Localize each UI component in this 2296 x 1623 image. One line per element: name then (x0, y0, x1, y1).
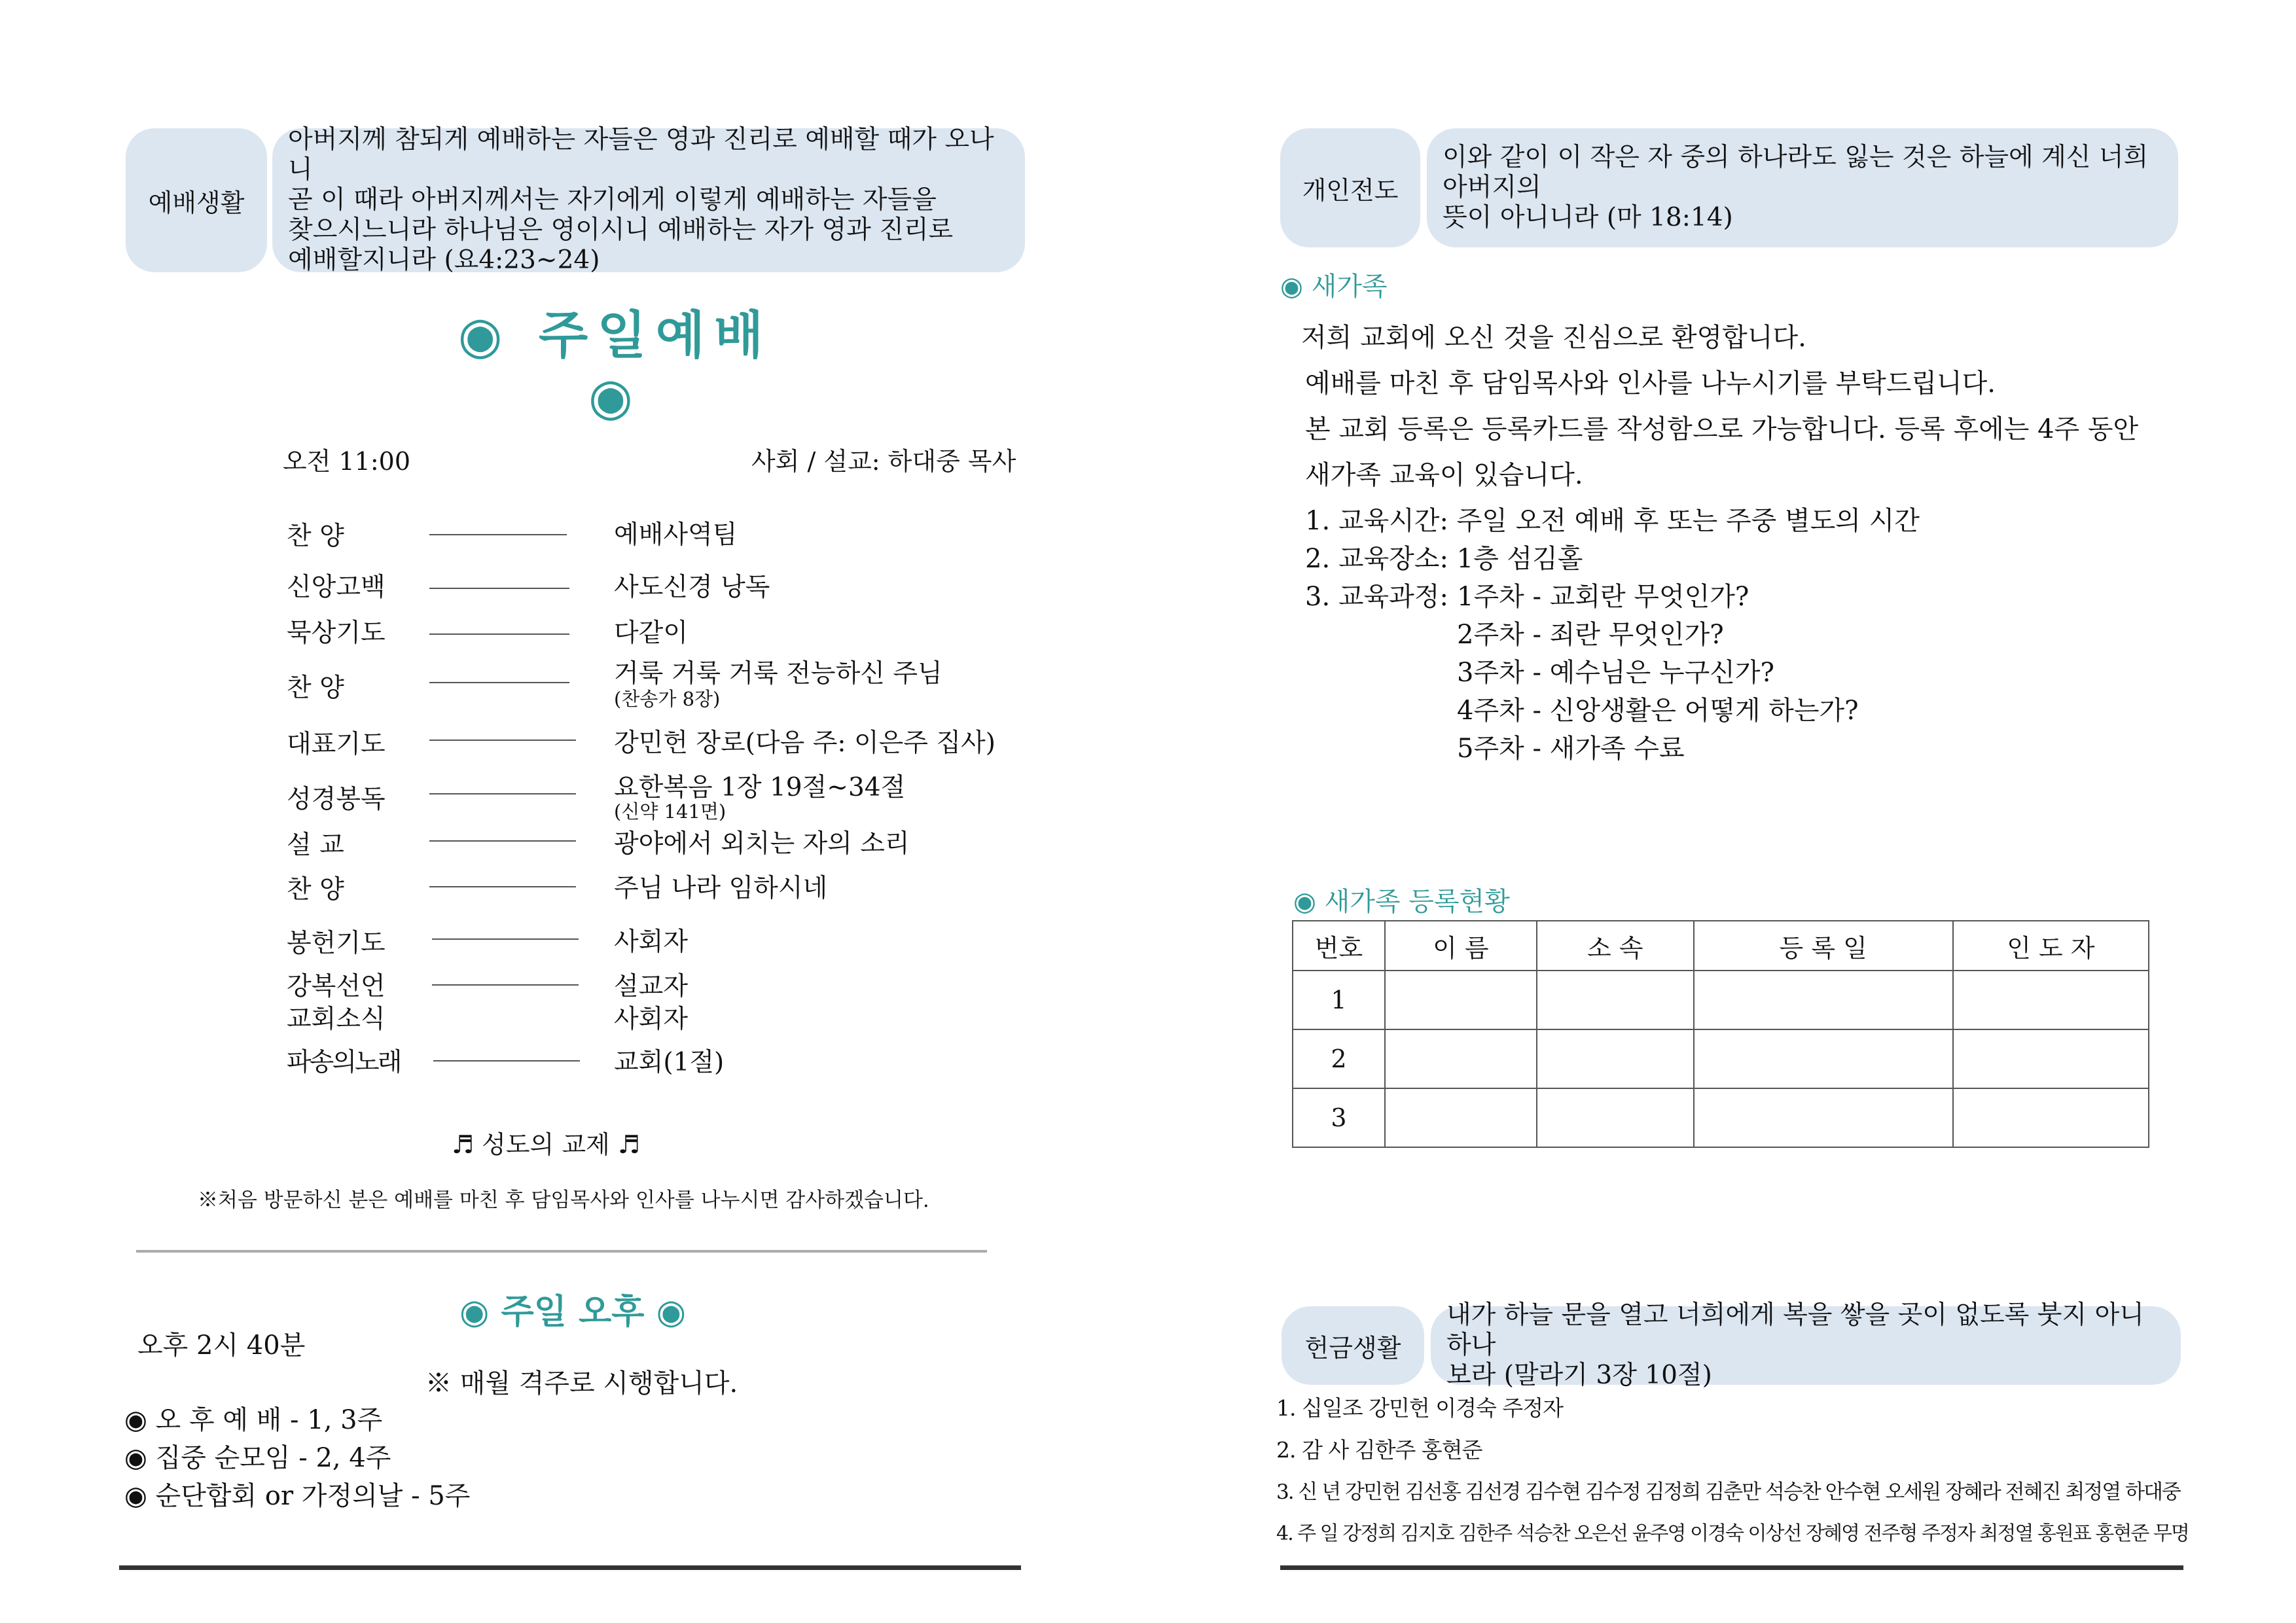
order-label: 봉헌기도 (287, 929, 386, 958)
fellowship-label: ♬ 성도의 교제 ♬ (452, 1130, 640, 1159)
divider-line (136, 1250, 987, 1253)
offering-item: 3. 신 년 강민헌 김선홍 김선경 김수현 김수정 김정희 김춘만 석승찬 안수현 오세원 장혜라 전혜진 최정열 하대중 (1276, 1480, 2180, 1504)
offering-item: 1. 십일조 강민헌 이경숙 주정자 (1276, 1395, 1563, 1421)
order-label: 설 교 (287, 830, 344, 860)
table-header: 번호 (1293, 921, 1385, 971)
offering-label: 헌금생활 (1282, 1306, 1424, 1385)
table-row (1293, 971, 2149, 1029)
order-label: 찬 양 (287, 875, 344, 904)
table-cell (1694, 1088, 1953, 1147)
table-cell (1385, 1088, 1537, 1147)
edu-place: 2. 교육장소: 1층 섬김홀 (1305, 544, 1583, 574)
order-label: 묵상기도 (287, 618, 386, 648)
table-cell (1953, 1088, 2149, 1147)
afternoon-time: 오후 2시 40분 (137, 1330, 306, 1361)
order-label: 파송의노래 (287, 1048, 401, 1077)
edu-course: 4주차 - 신앙생활은 어떻게 하는가? (1457, 696, 1859, 726)
edu-course: 2주차 - 죄란 무엇인가? (1457, 620, 1724, 650)
evangelism-verse-line: 뜻이 아니니라 (마 18:14) (1443, 203, 1733, 232)
registration-table (1292, 920, 2149, 1148)
order-value: 광야에서 외치는 자의 소리 (614, 829, 910, 859)
order-value: 교회(1절) (614, 1048, 725, 1077)
worship-leader: 사회 / 설교: 하대중 목사 (751, 447, 1016, 476)
order-label: 신앙고백 (287, 573, 386, 602)
table-cell: 2 (1293, 1029, 1385, 1088)
order-value: 설교자 (614, 972, 689, 1001)
table-header: 이 름 (1385, 921, 1537, 971)
worship-verse-line: 아버지께 참되게 예배하는 자들은 영과 진리로 예배할 때가 오나니 (288, 125, 994, 185)
order-line (429, 534, 567, 535)
order-line (432, 984, 579, 986)
offering-verse-box (1431, 1300, 2181, 1390)
offering-verse-line: 내가 하늘 문을 열고 너희에게 복을 쌓을 곳이 없도록 붓지 아니하나 (1446, 1300, 2144, 1360)
offering-item: 2. 감 사 김한주 홍현준 (1276, 1437, 1482, 1463)
edu-course-label: 3. 교육과정: (1305, 582, 1448, 612)
order-value: 사회자 (614, 1005, 689, 1034)
evangelism-verse-line: 이와 같이 이 작은 자 중의 하나라도 잃는 것은 하늘에 계신 너희 아버지의 (1443, 143, 2149, 202)
afternoon-item: ◉ 집중 순모임 - 2, 4주 (124, 1443, 391, 1473)
edu-course: 3주차 - 예수님은 누구신가? (1457, 658, 1774, 688)
order-value: 강민헌 장로(다음 주: 이은주 집사) (614, 728, 996, 758)
table-cell: 3 (1293, 1088, 1385, 1147)
table-header: 인 도 자 (1953, 921, 2149, 971)
registration-title: ◉ 새가족 등록현황 (1293, 887, 1510, 917)
order-label: 찬 양 (287, 522, 344, 551)
order-line (429, 840, 576, 842)
worship-time: 오전 11:00 (283, 447, 411, 476)
afternoon-item: ◉ 오 후 예 배 - 1, 3주 (124, 1405, 383, 1435)
worship-verse-line: 예배할지니라 (요4:23~24) (288, 245, 600, 275)
table-cell (1385, 1029, 1537, 1088)
order-value: 주님 나라 임하시네 (614, 874, 828, 903)
table-header: 소 속 (1537, 921, 1694, 971)
order-line (429, 588, 569, 589)
order-sub: (찬송가 8장) (614, 688, 721, 710)
order-line (429, 740, 576, 741)
table-cell (1537, 971, 1694, 1029)
table-cell (1953, 1029, 2149, 1088)
order-label: 교회소식 (287, 1005, 386, 1034)
table-cell (1694, 1029, 1953, 1088)
worship-verse-box (272, 125, 1025, 275)
newfamily-line: 예배를 마친 후 담임목사와 인사를 나누시기를 부탁드립니다. (1305, 368, 1996, 399)
table-cell (1537, 1088, 1694, 1147)
table-cell: 1 (1293, 971, 1385, 1029)
newfamily-line: 저희 교회에 오신 것을 진심으로 환영합니다. (1301, 323, 1806, 353)
afternoon-item: ◉ 순단합회 or 가정의날 - 5주 (124, 1481, 471, 1511)
order-value: 요한복음 1장 19절~34절 (614, 773, 906, 802)
order-label: 대표기도 (287, 730, 386, 759)
table-row (1293, 1088, 2149, 1147)
order-label: 찬 양 (287, 673, 344, 703)
offering-verse-line: 보라 (말라기 3장 10절) (1446, 1361, 1712, 1390)
order-value: 사도신경 낭독 (614, 573, 770, 602)
edu-course: 5주차 - 새가족 수료 (1457, 734, 1685, 764)
order-value: 예배사역팀 (614, 520, 738, 550)
afternoon-title: ◉ 주일 오후 ◉ (459, 1293, 686, 1332)
order-label: 성경봉독 (287, 785, 386, 814)
order-sub: (신약 141면) (614, 800, 726, 823)
offering-item: 4. 주 일 강정희 김지호 김한주 석승찬 오은선 윤주영 이경숙 이상선 장혜영 전주형 주정자 최정열 홍원표 홍현준 무명 (1276, 1522, 2189, 1545)
newfamily-title: ◉ 새가족 (1280, 272, 1388, 302)
evangelism-verse-box (1427, 128, 2178, 247)
order-line (429, 793, 576, 794)
worship-label: 예배생활 (126, 128, 267, 272)
table-cell (1537, 1029, 1694, 1088)
edu-time: 1. 교육시간: 주일 오전 예배 후 또는 주중 별도의 시간 (1305, 506, 1920, 536)
table-header-row (1293, 921, 2149, 971)
worship-verse-line: 곧 이 때라 아버지께서는 자기에게 이렇게 예배하는 자들을 (288, 185, 937, 215)
order-label: 강복선언 (287, 972, 386, 1001)
order-value: 다같이 (614, 618, 689, 648)
order-line (429, 633, 569, 635)
newfamily-line: 본 교회 등록은 등록카드를 작성함으로 가능합니다. 등록 후에는 4주 동안 (1305, 414, 2139, 444)
worship-verse-line: 찾으시느니라 하나님은 영이시니 예배하는 자가 영과 진리로 (288, 215, 954, 245)
order-line (432, 938, 579, 940)
first-visit-note: ※처음 방문하신 분은 예배를 마친 후 담임목사와 인사를 나누시면 감사하겠습니다. (198, 1188, 929, 1212)
order-value: 거룩 거룩 거룩 전능하신 주님 (614, 659, 942, 688)
evangelism-label: 개인전도 (1280, 128, 1420, 247)
newfamily-line: 새가족 교육이 있습니다. (1305, 460, 1583, 490)
table-cell (1694, 971, 1953, 1029)
table-cell (1953, 971, 2149, 1029)
footer-line (119, 1565, 1021, 1570)
edu-course: 1주차 - 교회란 무엇인가? (1457, 582, 1749, 612)
table-row (1293, 1029, 2149, 1088)
order-line (433, 1060, 580, 1061)
afternoon-note: ※ 매월 격주로 시행합니다. (425, 1368, 738, 1399)
table-header: 등 록 일 (1694, 921, 1953, 971)
table-cell (1385, 971, 1537, 1029)
sunday-worship-title: ◉ 주일예배 ◉ (457, 306, 773, 427)
order-value: 사회자 (614, 927, 689, 957)
order-line (429, 886, 576, 887)
footer-line (1280, 1565, 2183, 1570)
order-line (429, 682, 569, 683)
